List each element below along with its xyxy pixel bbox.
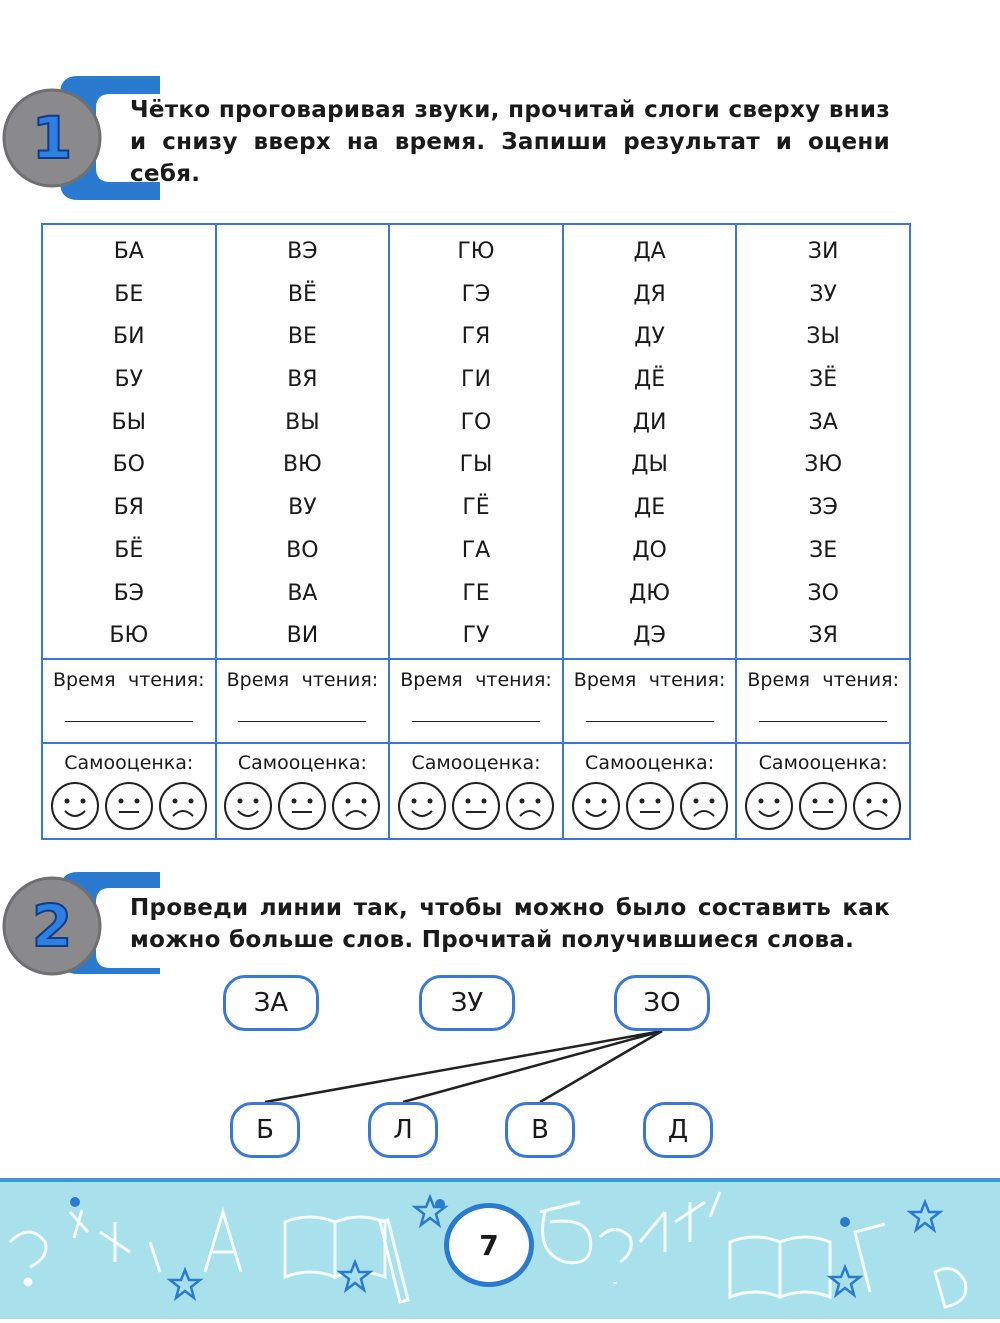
- syllable: ГЭ: [461, 281, 491, 307]
- reading-time-word: Время: [573, 668, 637, 691]
- self-assessment-label: Самооценка:: [411, 751, 541, 774]
- syllable: ЗУ: [809, 281, 837, 307]
- syllable-card-zo[interactable]: ЗО: [614, 975, 710, 1031]
- syllable: ДА: [633, 239, 666, 264]
- task-2-instruction: Проведи линии так, чтобы можно было составить как можно больше слов. Прочитай получившиеся слова.: [130, 895, 890, 953]
- syllable: ДУ: [634, 324, 665, 350]
- syllable: ГА: [461, 537, 491, 563]
- syllable: БЯ: [113, 495, 144, 521]
- self-assessment-label: Самооценка:: [237, 751, 367, 774]
- reading-time-word: Время: [747, 668, 810, 691]
- syllable: БЁ: [114, 537, 144, 563]
- syllable: ВЯ: [287, 367, 318, 393]
- syllable: ГЯ: [461, 324, 491, 350]
- syllable: БЮ: [109, 623, 149, 649]
- syllable: ВЭ: [287, 239, 318, 264]
- syllable: ДЁ: [634, 367, 666, 393]
- syllable: ВЁ: [287, 281, 317, 307]
- syllable: ГУ: [462, 623, 490, 649]
- task-1-number: 1: [31, 104, 73, 172]
- syllable: ВЫ: [285, 409, 320, 435]
- syllable: ЗЭ: [808, 495, 838, 521]
- syllable-card-za[interactable]: ЗА: [223, 975, 319, 1031]
- task-1-instruction: Чётко проговаривая звуки, прочитай слоги сверху вниз и снизу вверх на время. Запиши результат и оцени себя.: [130, 97, 890, 187]
- syllable: БА: [113, 239, 144, 264]
- reading-time-word: чтения:: [475, 668, 552, 691]
- self-assessment-label: Самооценка:: [64, 751, 194, 774]
- reading-time-word: чтения:: [648, 668, 726, 691]
- reading-time-word: чтения:: [301, 668, 379, 691]
- syllable: ЗЫ: [806, 324, 840, 350]
- syllable: ДИ: [632, 409, 667, 435]
- reading-time-word: чтения:: [822, 668, 899, 691]
- self-assessment-label: Самооценка:: [585, 751, 715, 774]
- syllable: ВА: [287, 580, 318, 606]
- syllable: ГО: [460, 409, 492, 435]
- syllable: ГЁ: [462, 495, 490, 521]
- task-2-number: 2: [31, 892, 73, 960]
- syllable: ЗЁ: [809, 367, 838, 393]
- letter-card-v[interactable]: В: [505, 1102, 575, 1158]
- syllable: ЗИ: [807, 239, 839, 264]
- syllable: ВО: [286, 537, 319, 563]
- syllable: ВЮ: [282, 452, 322, 478]
- reading-time-word: чтения:: [128, 668, 205, 691]
- letter-card-l[interactable]: Л: [368, 1102, 438, 1158]
- syllable: ЗО: [807, 580, 839, 606]
- syllable: ВИ: [286, 623, 319, 649]
- syllable: ДЫ: [631, 452, 668, 478]
- reading-time-word: Время: [53, 668, 116, 691]
- letter-card-b[interactable]: Б: [230, 1102, 300, 1158]
- syllable: ГЫ: [459, 452, 493, 478]
- syllable: ГИ: [461, 367, 491, 393]
- self-assessment-label: Самооценка:: [758, 751, 888, 774]
- syllable: ГЮ: [457, 239, 495, 264]
- reading-time-word: Время: [226, 668, 290, 691]
- syllable: ВУ: [288, 495, 317, 521]
- syllable: ВЕ: [287, 324, 317, 350]
- syllable: ДЭ: [633, 623, 666, 649]
- syllable: ГЕ: [462, 580, 490, 606]
- syllable: ЗЕ: [809, 537, 838, 563]
- syllable: БО: [112, 452, 145, 478]
- syllable: БЕ: [114, 281, 144, 307]
- syllable: БУ: [114, 367, 144, 393]
- page-number: 7: [444, 1203, 534, 1287]
- syllable: ЗЯ: [808, 623, 838, 649]
- syllable: ДО: [632, 537, 667, 563]
- syllable: ДЮ: [629, 580, 671, 606]
- syllable: ДЕ: [634, 495, 666, 521]
- syllable: БЫ: [111, 409, 147, 435]
- syllable: БИ: [113, 324, 145, 350]
- syllable: ЗА: [808, 409, 838, 435]
- reading-time-word: Время: [400, 668, 463, 691]
- syllable: ЗЮ: [804, 452, 843, 478]
- syllable-card-zu[interactable]: ЗУ: [419, 975, 515, 1031]
- line-zo-l: [403, 1031, 662, 1102]
- letter-card-d[interactable]: Д: [643, 1102, 713, 1158]
- syllable: ДЯ: [633, 281, 666, 307]
- syllable: БЭ: [113, 580, 145, 606]
